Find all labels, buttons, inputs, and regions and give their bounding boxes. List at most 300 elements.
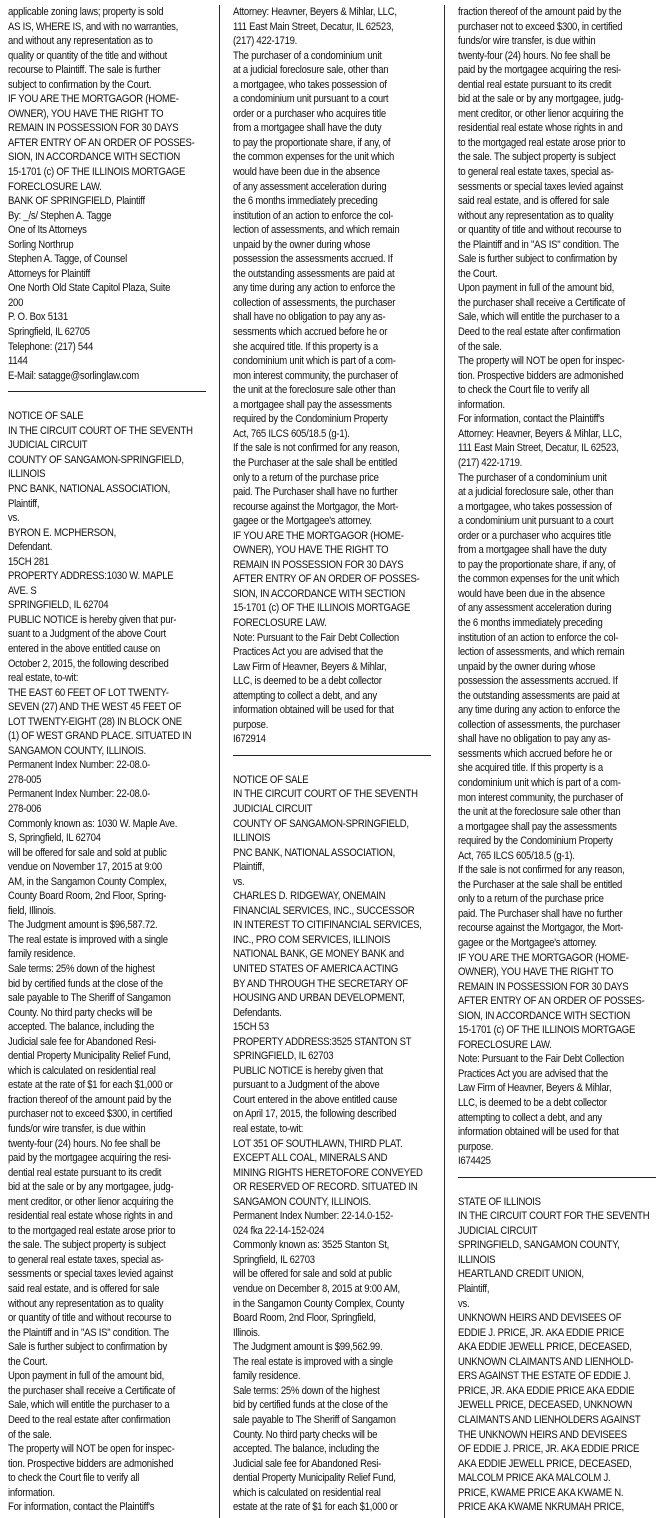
notice-line: EDDIE J. PRICE, JR. AKA EDDIE PRICE — [458, 1326, 625, 1339]
notice-line: of the sale. — [8, 1428, 52, 1441]
notice-line: The Judgment amount is $96,587.72. — [8, 919, 158, 932]
notice-line: paid by the mortgagee acquiring the resi- — [8, 1152, 171, 1165]
notice-line: the 6 months immediately preceding — [233, 195, 378, 208]
notice-line: to the mortgaged real estate arose prior to — [8, 1224, 176, 1237]
notice-line: E-Mail: satagge@sorlinglaw.com — [8, 369, 139, 382]
notice-line: gagee or the Mortgagee's attorney. — [458, 937, 597, 949]
notice-line: Illinois. — [233, 1326, 260, 1339]
notice-line: shall have no obligation to pay any as- — [458, 733, 611, 746]
notice-line: Practices Act you are advised that the — [233, 646, 383, 659]
notice-line: LOT 351 OF SOUTHLAWN, THIRD PLAT. — [233, 1137, 403, 1150]
notice-line: said real estate, and is offered for sale — [8, 1283, 160, 1296]
notice-line: The property will NOT be open for inspec- — [8, 1443, 175, 1456]
notice-line: 024 fka 22-14-152-024 — [233, 1224, 325, 1237]
notice-line: Judicial sale fee for Abandoned Resi- — [8, 1035, 157, 1048]
notice-line: institution of an action to enforce the col- — [458, 631, 619, 644]
notice-line: to general real estate taxes, special as- — [8, 1253, 164, 1266]
notice-line: AFTER ENTRY OF AN ORDER OF POSSES- — [458, 995, 645, 1008]
notice-line: NOTICE OF SALE — [8, 410, 84, 423]
notice-line: Permanent Index Number: 22-14.0-152- — [233, 1210, 394, 1223]
notice-line: suant to a Judgment of the above Court — [8, 628, 166, 641]
notice-line: I672914 — [233, 733, 266, 746]
notice-line: the outstanding assessments are paid at — [233, 267, 395, 280]
notice-line: IN INTEREST TO CITIFINANCIAL SERVICES, — [233, 919, 422, 932]
notice-line: SION, IN ACCORDANCE WITH SECTION — [458, 1009, 631, 1022]
notice-line: which is calculated on residential real — [8, 1064, 156, 1077]
notice-line: UNITED STATES OF AMERICA ACTING — [233, 963, 399, 975]
notice-separator — [233, 755, 431, 756]
notice-line: AFTER ENTRY OF AN ORDER OF POSSES- — [8, 136, 195, 149]
notice-line: any time during any action to enforce the — [233, 282, 395, 295]
notice-line: sessments which accrued before he or — [458, 747, 613, 760]
notice-line: SEVEN (27) AND THE WEST 45 FEET OF — [8, 701, 182, 714]
notice-line: ERS AGAINST THE ESTATE OF EDDIE J. — [458, 1370, 631, 1383]
notice-line: of the sale. — [458, 340, 502, 353]
notice-line: OF EDDIE J. PRICE, JR. AKA EDDIE PRICE — [458, 1443, 640, 1456]
notice-line: (1) OF WEST GRAND PLACE. SITUATED IN — [8, 730, 192, 743]
notice-line: lection of assessments, and which remain — [233, 224, 400, 237]
notice-line: collection of assessments, the purchaser — [458, 718, 621, 731]
column-3 — [458, 5, 656, 1518]
notice-line: The Judgment amount is $99,562.99. — [233, 1341, 383, 1354]
notice-line: 111 East Main Street, Decatur, IL 62523, — [233, 20, 394, 33]
notice-line: a mortgagee shall pay the assessments — [458, 820, 617, 833]
notice-line: FINANCIAL SERVICES, INC., SUCCESSOR — [233, 904, 415, 917]
notice-line: she acquired title. If this property is a — [233, 340, 378, 353]
notice-line: Practices Act you are advised that the — [458, 1067, 608, 1080]
notice-line: attempting to collect a debt, and any — [458, 1111, 602, 1124]
notice-line: the outstanding assessments are paid at — [458, 689, 620, 702]
notice-line: ILLINOIS — [458, 1253, 496, 1266]
notice-line: REMAIN IN POSSESSION FOR 30 DAYS — [233, 558, 404, 571]
notice-line: Sorling Northrup — [8, 238, 74, 251]
notice-line: at a judicial foreclosure sale, other than — [458, 486, 614, 499]
notice-line: sale payable to The Sheriff of Sangamon — [8, 992, 171, 1005]
notice-separator — [458, 1177, 656, 1178]
notice-line: or quantity of title and without recourse to — [8, 1312, 172, 1325]
notice-line: the Court. — [8, 1355, 48, 1368]
notice-line: Plaintiff, — [8, 497, 40, 510]
notice-line: THE EAST 60 FEET OF LOT TWENTY- — [8, 686, 169, 699]
notice-line: information. — [8, 1486, 55, 1499]
notice-line: JUDICIAL CIRCUIT — [8, 439, 88, 452]
notice-line: at a judicial foreclosure sale, other than — [233, 64, 389, 77]
notice-line: real estate, to-wit: — [233, 1123, 304, 1136]
notice-line: the common expenses for the unit which — [458, 573, 620, 586]
notice-line: HOUSING AND URBAN DEVELOPMENT, — [233, 992, 405, 1005]
notice-line: tion. Prospective bidders are admonished — [8, 1457, 174, 1470]
notice-line: Springfield, IL 62705 — [8, 326, 90, 339]
notice-line: I674425 — [458, 1155, 491, 1168]
notice-line: The real estate is improved with a single — [233, 1355, 393, 1368]
notice-line: Plaintiff, — [458, 1283, 490, 1296]
notice-line: dential real estate pursuant to its credit — [458, 78, 612, 91]
notice-line: required by the Condominium Property — [458, 835, 613, 848]
notice-line: of any assessment acceleration during — [458, 602, 612, 615]
notice-line: IF YOU ARE THE MORTGAGOR (HOME- — [233, 529, 404, 542]
notice-line: REMAIN IN POSSESSION FOR 30 DAYS — [8, 122, 179, 135]
notice-line: unpaid by the owner during whose — [458, 660, 596, 673]
notice-line: Board Room, 2nd Floor, Springfield, — [233, 1312, 376, 1325]
notice-line: to check the Court file to verify all — [458, 384, 590, 397]
notice-separator — [8, 391, 206, 392]
notice-line: recourse to Plaintiff. The sale is further — [8, 64, 161, 77]
legal-notice — [8, 409, 206, 1515]
notice-line: dential Property Municipality Relief Fund, — [8, 1050, 171, 1063]
notice-line: UNKNOWN CLAIMANTS AND LIENHOLD- — [458, 1355, 634, 1368]
notice-line: and without any representation as to — [8, 35, 153, 48]
notice-line: sale payable to The Sheriff of Sangamon — [233, 1413, 396, 1426]
notice-line: family residence. — [8, 948, 76, 961]
notice-line: One of Its Attorneys — [8, 224, 87, 237]
notice-line: EXCEPT ALL COAL, MINERALS AND — [233, 1152, 388, 1165]
legal-notice — [458, 5, 656, 1169]
notice-line: For information, contact the Plaintiff's — [8, 1501, 155, 1514]
notice-line: Deed to the real estate after confirmation — [458, 326, 621, 339]
notice-line: order or a purchaser who acquires title — [458, 529, 611, 542]
notice-line: Attorney: Heavner, Beyers & Mihlar, LLC, — [458, 427, 622, 440]
notice-line: UNKNOWN HEIRS AND DEVISEES OF — [458, 1312, 622, 1325]
notice-line: any time during any action to enforce the — [458, 704, 620, 717]
notice-line: NOTICE OF SALE — [233, 773, 309, 786]
notice-line: ILLINOIS — [233, 832, 271, 845]
notice-line: If the sale is not confirmed for any reason, — [233, 442, 400, 455]
notice-line: ment creditor, or other lienor acquiring the — [8, 1195, 174, 1208]
notice-line: purpose. — [233, 718, 269, 731]
notice-line: mon interest community, the purchaser of — [458, 791, 623, 804]
notice-line: 15-1701 (c) OF THE ILLINOIS MORTGAGE — [233, 602, 411, 615]
notice-line: bid by certified funds at the close of the — [233, 1399, 388, 1412]
notice-line: COUNTY OF SANGAMON-SPRINGFIELD, — [8, 453, 184, 466]
notice-line: IN THE CIRCUIT COURT OF THE SEVENTH — [233, 788, 418, 801]
notice-line: recourse against the Mortgagor, the Mort- — [233, 500, 399, 513]
notice-line: would have been due in the absence — [458, 587, 605, 600]
notice-line: Act, 765 ILCS 605/18.5 (g-1). — [458, 849, 575, 862]
notice-line: Stephen A. Tagge, of Counsel — [8, 253, 127, 266]
notice-line: to check the Court file to verify all — [8, 1472, 140, 1485]
notice-line: without any representation as to quality — [8, 1297, 164, 1310]
notice-line: Act, 765 ILCS 605/18.5 (g-1). — [233, 427, 350, 440]
notice-line: quality or quantity of the title and without — [8, 49, 168, 62]
notice-line: 15CH 281 — [8, 555, 49, 568]
notice-line: BYRON E. MCPHERSON, — [8, 526, 117, 539]
notice-line: PRICE, JR. AKA EDDIE PRICE AKA EDDIE — [458, 1384, 635, 1397]
notice-line: shall have no obligation to pay any as- — [233, 311, 386, 324]
notice-line: to general real estate taxes, special as- — [458, 166, 614, 179]
notice-line: the purchaser shall receive a Certificate of — [458, 296, 625, 309]
notice-line: MINING RIGHTS HERETOFORE CONVEYED — [233, 1166, 423, 1179]
notice-line: from a mortgagee shall have the duty — [458, 544, 607, 557]
notice-line: without any representation as to quality — [458, 209, 614, 222]
notice-line: condominium unit which is part of a com- — [233, 355, 396, 368]
notice-line: order or a purchaser who acquires title — [233, 107, 386, 120]
notice-line: real estate, to-wit: — [8, 672, 79, 685]
notice-line: purchaser not to exceed $300, in certified — [8, 1108, 173, 1121]
notice-line: the Purchaser at the sale shall be entitled — [458, 878, 623, 891]
notice-line: Sale is further subject to confirmation by — [458, 253, 618, 266]
notice-line: from a mortgagee shall have the duty — [233, 122, 382, 135]
notice-line: SPRINGFIELD, SANGAMON COUNTY, — [458, 1239, 620, 1252]
notice-line: Plaintiff, — [233, 861, 265, 874]
notice-line: estate at the rate of $1 for each $1,000 or — [233, 1501, 398, 1514]
notice-line: SANGAMON COUNTY, ILLINOIS. — [8, 744, 146, 757]
notice-line: will be offered for sale and sold at public — [233, 1268, 392, 1281]
notice-line: required by the Condominium Property — [233, 413, 388, 426]
notice-line: PROPERTY ADDRESS:3525 STANTON ST — [233, 1035, 412, 1048]
column-divider-1 — [219, 5, 220, 1518]
notice-line: subject to confirmation by the Court. — [8, 78, 152, 91]
notice-line: a mortgagee, who takes possession of — [233, 78, 387, 91]
notice-line: The real estate is improved with a single — [8, 933, 168, 946]
notice-line: in the Sangamon County Complex, County — [233, 1297, 405, 1310]
notice-line: CLAIMANTS AND LIENHOLDERS AGAINST — [458, 1413, 641, 1426]
notice-line: The purchaser of a condominium unit — [233, 49, 382, 62]
notice-line: JEWELL PRICE, DECEASED, UNKNOWN — [458, 1399, 633, 1412]
notice-line: (217) 422-1719. — [233, 35, 298, 48]
notice-line: mon interest community, the purchaser of — [233, 369, 398, 382]
notice-line: said real estate, and is offered for sale — [458, 195, 610, 208]
notice-line: PRICE, KWAME PRICE AKA KWAME N. — [458, 1486, 624, 1499]
notice-line: vs. — [8, 512, 20, 525]
notice-line: PNC BANK, NATIONAL ASSOCIATION, — [8, 482, 171, 495]
notice-line: S, Springfield, IL 62704 — [8, 832, 101, 845]
notice-line: a mortgagee shall pay the assessments — [233, 398, 392, 411]
notice-line: Permanent Index Number: 22-08.0- — [8, 759, 150, 772]
notice-line: Telephone: (217) 544 — [8, 340, 94, 353]
notice-line: condominium unit which is part of a com- — [458, 776, 621, 789]
legal-notice — [233, 773, 431, 1515]
notice-line: recourse against the Mortgagor, the Mort- — [458, 922, 624, 935]
notice-line: applicable zoning laws; property is sold — [8, 6, 164, 18]
notice-line: accepted. The balance, including the — [233, 1443, 380, 1456]
notice-line: MALCOLM PRICE AKA MALCOLM J. — [458, 1472, 611, 1485]
notice-line: LLC, is deemed to be a debt collector — [233, 675, 382, 688]
notice-line: the unit at the foreclosure sale other than — [458, 806, 621, 819]
notice-line: would have been due in the absence — [233, 166, 380, 179]
notice-line: Law Firm of Heavner, Beyers & Mihlar, — [458, 1082, 612, 1095]
notice-line: Attorney: Heavner, Beyers & Mihlar, LLC, — [233, 6, 397, 18]
notice-line: BANK OF SPRINGFIELD, Plaintiff — [8, 195, 145, 208]
notice-line: paid. The Purchaser shall have no further — [233, 486, 398, 499]
notice-line: vs. — [458, 1297, 470, 1310]
notice-line: funds/or wire transfer, is due within — [458, 35, 596, 48]
notice-line: bid by certified funds at the close of the — [8, 977, 163, 990]
notice-line: AFTER ENTRY OF AN ORDER OF POSSES- — [233, 573, 420, 586]
notice-line: Court entered in the above entitled cause — [233, 1093, 398, 1106]
notice-line: SION, IN ACCORDANCE WITH SECTION — [233, 587, 406, 600]
notice-line: fraction thereof of the amount paid by the — [458, 6, 622, 18]
notice-line: to pay the proportionate share, if any, of — [233, 136, 391, 149]
column-1 — [8, 5, 206, 1518]
notice-line: twenty-four (24) hours. No fee shall be — [458, 49, 611, 62]
notice-line: the 6 months immediately preceding — [458, 616, 603, 629]
notice-line: Sale, which will entitle the purchaser to a — [8, 1399, 170, 1412]
column-divider-2 — [444, 5, 445, 1518]
notice-line: the Purchaser at the sale shall be entitled — [233, 456, 398, 469]
notice-line: dential Property Municipality Relief Fund, — [233, 1472, 396, 1485]
notice-line: County. No third party checks will be — [8, 1006, 153, 1019]
notice-line: the Court. — [458, 267, 498, 280]
notice-line: vendue on December 8, 2015 at 9:00 AM, — [233, 1283, 400, 1296]
notice-line: October 2, 2015, the following described — [8, 657, 169, 670]
column-2 — [233, 5, 431, 1518]
notice-line: IN THE CIRCUIT COURT FOR THE SEVENTH — [458, 1210, 650, 1223]
notice-line: 111 East Main Street, Decatur, IL 62523, — [458, 442, 619, 455]
notice-line: information obtained will be used for that — [233, 704, 394, 717]
notice-line: 200 — [8, 296, 24, 309]
notice-line: lection of assessments, and which remain — [458, 646, 625, 659]
notice-line: Law Firm of Heavner, Beyers & Mihlar, — [233, 660, 387, 673]
notice-line: information obtained will be used for that — [458, 1126, 619, 1139]
notice-line: the unit at the foreclosure sale other than — [233, 384, 396, 397]
notice-line: FORECLOSURE LAW. — [233, 616, 327, 629]
notice-line: Upon payment in full of the amount bid, — [458, 282, 615, 295]
notice-line: One North Old State Capitol Plaza, Suite — [8, 282, 171, 295]
notice-line: PUBLIC NOTICE is hereby given that — [233, 1064, 383, 1077]
notice-line: estate at the rate of $1 for each $1,000 or — [8, 1079, 173, 1092]
notice-line: OR RESERVED OF RECORD. SITUATED IN — [233, 1181, 418, 1194]
notice-line: gagee or the Mortgagee's attorney. — [233, 515, 372, 528]
notice-line: 15-1701 (c) OF THE ILLINOIS MORTGAGE — [458, 1024, 636, 1037]
notice-line: Upon payment in full of the amount bid, — [8, 1370, 165, 1383]
notice-line: FORECLOSURE LAW. — [8, 180, 102, 193]
notice-line: the common expenses for the unit which — [233, 151, 395, 164]
notice-line: County Board Room, 2nd Floor, Spring- — [8, 890, 167, 903]
notice-line: family residence. — [233, 1370, 301, 1383]
notice-line: Sale is further subject to confirmation by — [8, 1341, 168, 1354]
notice-line: on April 17, 2015, the following described — [233, 1108, 397, 1121]
legal-notice — [8, 5, 206, 383]
notice-line: AS IS, WHERE IS, and with no warranties, — [8, 20, 179, 33]
notice-line: 278-005 — [8, 773, 42, 786]
notice-line: STATE OF ILLINOIS — [458, 1195, 541, 1208]
notice-line: bid at the sale or by any mortgagee, judg- — [8, 1181, 174, 1194]
notice-line: AKA EDDIE JEWELL PRICE, DECEASED, — [458, 1457, 632, 1470]
notice-line: ment creditor, or other lienor acquiring the — [458, 107, 624, 120]
notice-line: Note: Pursuant to the Fair Debt Collection — [458, 1053, 624, 1066]
notice-line: Judicial sale fee for Abandoned Resi- — [233, 1457, 382, 1470]
notice-line: Springfield, IL 62703 — [233, 1253, 315, 1266]
notice-line: IF YOU ARE THE MORTGAGOR (HOME- — [8, 93, 179, 106]
notice-line: entered in the above entitled cause on — [8, 642, 161, 655]
notice-line: purpose. — [458, 1140, 494, 1153]
notice-line: to the mortgaged real estate arose prior to — [458, 136, 626, 149]
notice-line: the Plaintiff and in "AS IS" condition. The — [8, 1326, 169, 1339]
notice-line: attempting to collect a debt, and any — [233, 689, 377, 702]
notice-line: only to a return of the purchase price — [458, 893, 604, 906]
notice-line: bid at the sale or by any mortgagee, judg- — [458, 93, 624, 106]
notice-line: Commonly known as: 3525 Stanton St, — [233, 1239, 390, 1252]
notice-line: vendue on November 17, 2015 at 9:00 — [8, 861, 162, 874]
notice-line: PNC BANK, NATIONAL ASSOCIATION, — [233, 846, 396, 859]
notice-line: AVE. S — [8, 584, 37, 597]
notice-line: a mortgagee, who takes possession of — [458, 500, 612, 513]
notice-line: For information, contact the Plaintiff's — [458, 413, 605, 426]
notice-line: or quantity of title and without recourse to — [458, 224, 622, 237]
notice-line: BY AND THROUGH THE SECRETARY OF — [233, 977, 408, 990]
notice-line: a condominium unit pursuant to a court — [233, 93, 389, 106]
notice-line: Defendants. — [233, 1006, 282, 1019]
notice-line: Defendant. — [8, 541, 53, 554]
notice-line: SION, IN ACCORDANCE WITH SECTION — [8, 151, 181, 164]
notice-line: fraction thereof of the amount paid by the — [8, 1093, 172, 1106]
notice-line: 1144 — [8, 355, 28, 368]
notice-line: Sale terms: 25% down of the highest — [8, 963, 155, 975]
notice-line: Attorneys for Plaintiff — [8, 267, 90, 280]
notice-line: (217) 422-1719. — [458, 456, 523, 469]
notice-line: paid by the mortgagee acquiring the resi- — [458, 64, 621, 77]
notice-line: residential real estate whose rights in and — [458, 122, 623, 135]
legal-notice — [458, 1195, 656, 1515]
notice-line: If the sale is not confirmed for any reason, — [458, 864, 625, 877]
notice-line: SPRINGFIELD, IL 62704 — [8, 599, 109, 612]
notice-line: 15CH 53 — [233, 1021, 269, 1034]
notice-line: Permanent Index Number: 22-08.0- — [8, 788, 150, 801]
notice-line: PROPERTY ADDRESS:1030 W. MAPLE — [8, 570, 174, 583]
notice-line: PUBLIC NOTICE is hereby given that pur- — [8, 613, 177, 626]
notice-line: sessments or special taxes levied against — [8, 1268, 174, 1281]
notice-line: COUNTY OF SANGAMON-SPRINGFIELD, — [233, 817, 409, 830]
notice-line: Commonly known as: 1030 W. Maple Ave. — [8, 817, 178, 830]
notice-line: which is calculated on residential real — [233, 1486, 381, 1499]
notice-line: twenty-four (24) hours. No fee shall be — [8, 1137, 161, 1150]
notice-line: PRICE AKA KWAME NKRUMAH PRICE, — [458, 1501, 624, 1514]
notice-line: tion. Prospective bidders are admonished — [458, 369, 624, 382]
notice-line: residential real estate whose rights in and — [8, 1210, 173, 1223]
notice-line: SANGAMON COUNTY, ILLINOIS. — [233, 1195, 371, 1208]
notice-line: the sale. The subject property is subject — [458, 151, 616, 164]
notice-line: Sale, which will entitle the purchaser to a — [458, 311, 620, 324]
notice-line: field, Illinois. — [8, 904, 56, 917]
notice-line: LOT TWENTY-EIGHT (28) IN BLOCK ONE — [8, 715, 182, 728]
notice-line: OWNER), YOU HAVE THE RIGHT TO — [233, 544, 389, 557]
notice-line: INC., PRO COM SERVICES, ILLINOIS — [233, 933, 391, 946]
notice-line: HEARTLAND CREDIT UNION, — [458, 1268, 584, 1281]
notice-line: The property will NOT be open for inspec- — [458, 355, 625, 368]
notice-line: IF YOU ARE THE MORTGAGOR (HOME- — [458, 951, 629, 964]
notice-line: will be offered for sale and sold at public — [8, 846, 167, 859]
notice-line: of any assessment acceleration during — [233, 180, 387, 193]
notice-line: FORECLOSURE LAW. — [458, 1038, 552, 1051]
notice-line: AKA EDDIE JEWELL PRICE, DECEASED, — [458, 1341, 632, 1354]
notice-line: IN THE CIRCUIT COURT OF THE SEVENTH — [8, 424, 193, 437]
notice-line: only to a return of the purchase price — [233, 471, 379, 484]
legal-notice — [233, 5, 431, 747]
notice-line: 15-1701 (c) OF THE ILLINOIS MORTGAGE — [8, 166, 186, 179]
notice-line: the purchaser shall receive a Certificate of — [8, 1384, 175, 1397]
notice-line: a condominium unit pursuant to a court — [458, 515, 614, 528]
notice-line: Note: Pursuant to the Fair Debt Collection — [233, 631, 399, 644]
notice-line: Sale terms: 25% down of the highest — [233, 1384, 380, 1397]
notice-line: funds/or wire transfer, is due within — [8, 1123, 146, 1136]
notice-line: County. No third party checks will be — [233, 1428, 378, 1441]
notice-line: JUDICIAL CIRCUIT — [458, 1224, 538, 1237]
notice-line: LLC, is deemed to be a debt collector — [458, 1097, 607, 1110]
notice-line: possession the assessments accrued. If — [233, 253, 393, 266]
notice-line: sessments or special taxes levied against — [458, 180, 624, 193]
notice-line: to pay the proportionate share, if any, of — [458, 558, 616, 571]
notice-line: AM, in the Sangamon County Complex, — [8, 875, 167, 888]
notice-line: institution of an action to enforce the col- — [233, 209, 394, 222]
notice-line: THE UNKNOWN HEIRS AND DEVISEES — [458, 1428, 627, 1441]
notice-line: Deed to the real estate after confirmation — [8, 1413, 171, 1426]
notice-line: sessments which accrued before he or — [233, 326, 388, 339]
notice-line: possession the assessments accrued. If — [458, 675, 618, 688]
notice-line: dential real estate pursuant to its credit — [8, 1166, 162, 1179]
notice-line: The purchaser of a condominium unit — [458, 471, 607, 484]
notice-line: OWNER), YOU HAVE THE RIGHT TO — [458, 966, 614, 979]
notice-line: REMAIN IN POSSESSION FOR 30 DAYS — [458, 980, 629, 993]
